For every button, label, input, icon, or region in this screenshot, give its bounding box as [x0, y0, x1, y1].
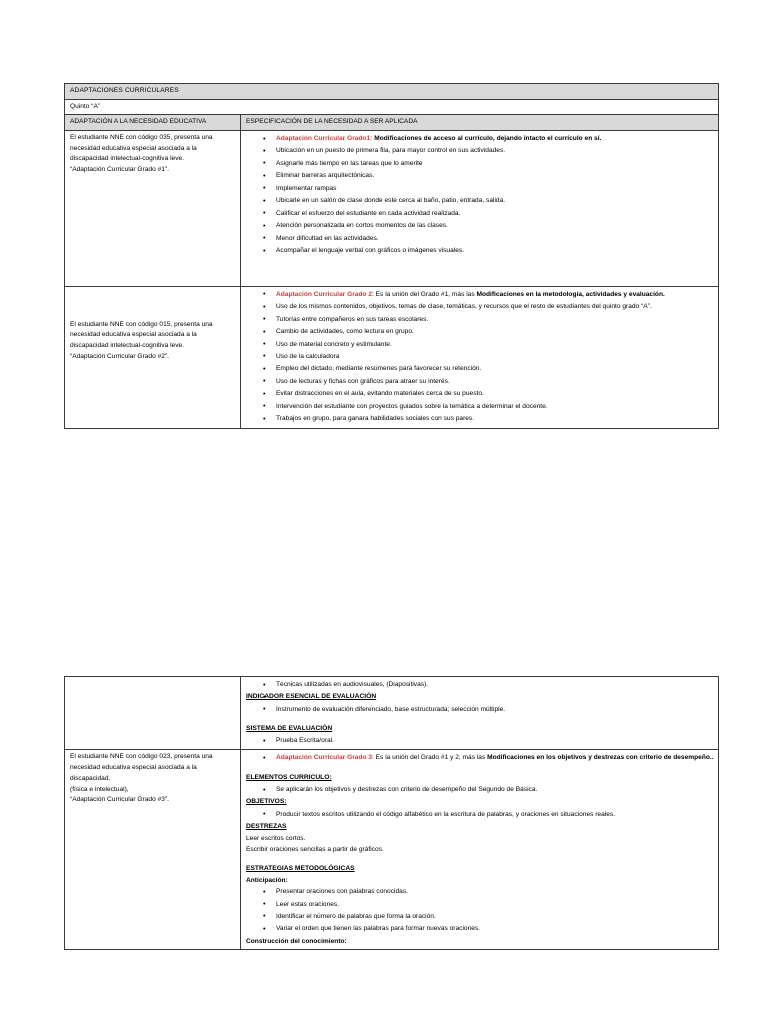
specification-grado2: [241, 286, 719, 428]
list-item: • Acompañar el lenguaje verbal con gráficos o imágenes visuales.: [276, 245, 714, 256]
destrezas-line: Leer escritos cortos.: [246, 835, 306, 843]
student-desc-line: (física e intelectual),: [70, 785, 129, 793]
list-item: • Cambio de actividades, como lectura en grupo.: [276, 326, 714, 337]
table-row-continuation: [65, 677, 719, 750]
section-heading-elementos: ELEMENTOS CURRICULO:: [246, 773, 332, 781]
list-item: • Asignarle más tiempo en las tareas que lo amerite: [276, 158, 714, 169]
specification-continuation: [241, 677, 719, 750]
lead-text-bold: Modificaciones en la metodología, actividades y evaluación.: [476, 290, 665, 298]
list-item-lead: [276, 133, 714, 144]
list-item: • Uso de los mismos contenidos, objetivos, temas de clase, temáticas, y recursos que el resto de estudiantes del quinto grado “A”.: [276, 301, 714, 312]
anticipacion-label: Anticipación:: [246, 876, 288, 884]
construccion-label: Construcción del conocimiento:: [246, 937, 347, 945]
table-column-header-row: [65, 115, 719, 131]
list-item-lead: [276, 752, 714, 763]
section-heading-objetivos: OBJETIVOS:: [246, 798, 287, 806]
student-desc-line: El estudiante NNE con código 023, presenta una necesidad educativa especial asociada a la discapacidad.: [70, 753, 213, 782]
section-heading-indicador: INDICADOR ESENCIAL DE EVALUACIÓN: [246, 693, 377, 701]
list-item: • Variar el orden que tienen las palabras para formar nuevas oraciones.: [276, 923, 714, 934]
list-item: • Empleo del dictado, mediante resúmenes para favorecer su retención.: [276, 363, 714, 374]
bullet-list-indicador: [246, 704, 714, 715]
bullet-list-objetivos: [246, 809, 714, 820]
specification-grado1: [241, 131, 719, 287]
bullet-list-elementos: [246, 784, 714, 795]
bullet-list-continuation: [246, 679, 714, 690]
student-description-empty: [65, 677, 241, 750]
student-description-grado3: [65, 750, 241, 950]
bullet-list-grado1: [246, 133, 714, 256]
document-title: ADAPTACIONES CURRICULARES: [65, 84, 719, 100]
list-item: • Uso de lecturas y fichas con gráficos para atraer su interés.: [276, 376, 714, 387]
list-item: • Tutorías entre compañeros en sus tareas escolares.: [276, 314, 714, 325]
table-subtitle-row: [65, 99, 719, 115]
list-item: • Evitar distracciones en el aula, evitando materiales cerca de su puesto.: [276, 388, 714, 399]
table-title-row: [65, 84, 719, 100]
table-row: [65, 131, 719, 287]
document-subtitle: Quinto “A”: [65, 99, 719, 115]
list-item: • Menor dificultad en las actividades.: [276, 233, 714, 244]
lead-text-pre: : Es la unión del Grado #1, más las: [372, 290, 477, 298]
section-heading-sistema: SISTEMA DE EVALUACIÓN: [246, 724, 333, 732]
list-item: • Instrumento de evaluación diferenciado, base estructurada; selección múltiple.: [276, 704, 714, 715]
adaptaciones-table-page1: [64, 83, 719, 429]
table-row: [65, 286, 719, 428]
list-item: • Intervención del estudiante con proyectos guiados sobre la temática a determinar el docente.: [276, 401, 714, 412]
destrezas-line: Escribir oraciones sencillas a partir de gráficos.: [246, 846, 384, 854]
bullet-list-anticipacion: [246, 886, 714, 934]
list-item: • Técnicas utilizadas en audiovisuales, (Diapositivas).: [276, 679, 714, 690]
bullet-list-grado3-lead: [246, 752, 714, 763]
section-heading-estrategias: ESTRATEGIAS METODOLÓGICAS: [246, 864, 355, 872]
student-desc-line: “Adaptación Curricular Grado #3”.: [70, 796, 169, 804]
column-header-left: ADAPTACIÓN A LA NECESIDAD EDUCATIVA: [65, 115, 241, 131]
list-item: • Prueba Escrita/oral.: [276, 735, 714, 746]
specification-grado3: [241, 750, 719, 950]
list-item: • Se aplicarán los objetivos y destrezas con criterio de desempeño del Segundo de Básica.: [276, 784, 714, 795]
list-item: • Ubicación en un puesto de primera fila, para mayor control en sus actividades.: [276, 145, 714, 156]
list-item: • Ubicarle en un salón de clase donde este cerca al baño, patio, entrada, salida.: [276, 195, 714, 206]
section-heading-destrezas: DESTREZAS: [246, 822, 287, 830]
accent-label: Adaptación Curricular Grado 3: [276, 754, 372, 762]
accent-label: Adaptación Curricular Grado1:: [276, 135, 373, 143]
list-item: • Implementar rampas: [276, 183, 714, 194]
list-item: • Identificar el número de palabras que forma la oración.: [276, 911, 714, 922]
lead-text-bold: Modificaciones en los objetivos y destrezas con criterio de desempeño..: [487, 754, 714, 762]
student-desc-line: El estudiante NNE con código 035, presenta una necesidad educativa especial asociada a la discapacidad intelectual-cognitiva leve.: [70, 134, 213, 163]
student-desc-line: “Adaptación Curricular Grado #2”.: [70, 352, 169, 360]
student-description-grado1: [65, 131, 241, 287]
bullet-list-sistema: [246, 735, 714, 746]
list-item-lead: [276, 289, 714, 300]
list-item: • Leer estas oraciones.: [276, 899, 714, 910]
lead-text-pre: : Es la unión del Grado #1 y 2, más las: [372, 754, 488, 762]
list-item: • Uso de la calculadora: [276, 351, 714, 362]
list-item: • Atención personalizada en cortos momentos de las clases.: [276, 220, 714, 231]
list-item: • Trabajos en grupo, para ganara habilidades sociales con sus pares.: [276, 413, 714, 424]
list-item: • Eliminar barreras arquitectónicas.: [276, 170, 714, 181]
list-item: • Uso de material concreto y estimulante.: [276, 339, 714, 350]
column-header-right: ESPECIFICACIÓN DE LA NECESIDAD A SER APLICADA: [241, 115, 719, 131]
list-item: • Presentar oraciones con palabras conocidas.: [276, 886, 714, 897]
table-row: [65, 750, 719, 950]
accent-label: Adaptación Curricular Grado 2: [276, 290, 372, 298]
student-desc-line: “Adaptación Curricular Grado #1”.: [70, 166, 169, 174]
student-desc-line: El estudiante NNE con código 015, presenta una necesidad educativa especial asociada a la discapacidad intelectual-cognitiva leve.: [70, 320, 213, 350]
student-description-grado2: [65, 286, 241, 428]
adaptaciones-table-page2: [64, 676, 719, 950]
list-item: • Producir textos escritos utilizando el código alfabético en la escritura de palabras, y oraciones en situaciones reales.: [276, 809, 714, 820]
bullet-list-grado2: [246, 289, 714, 425]
lead-text: Modificaciones de acceso al currículo, dejando intacto el currículo en sí.: [372, 135, 602, 143]
list-item: • Calificar el esfuerzo del estudiante en cada actividad realizada.: [276, 208, 714, 219]
